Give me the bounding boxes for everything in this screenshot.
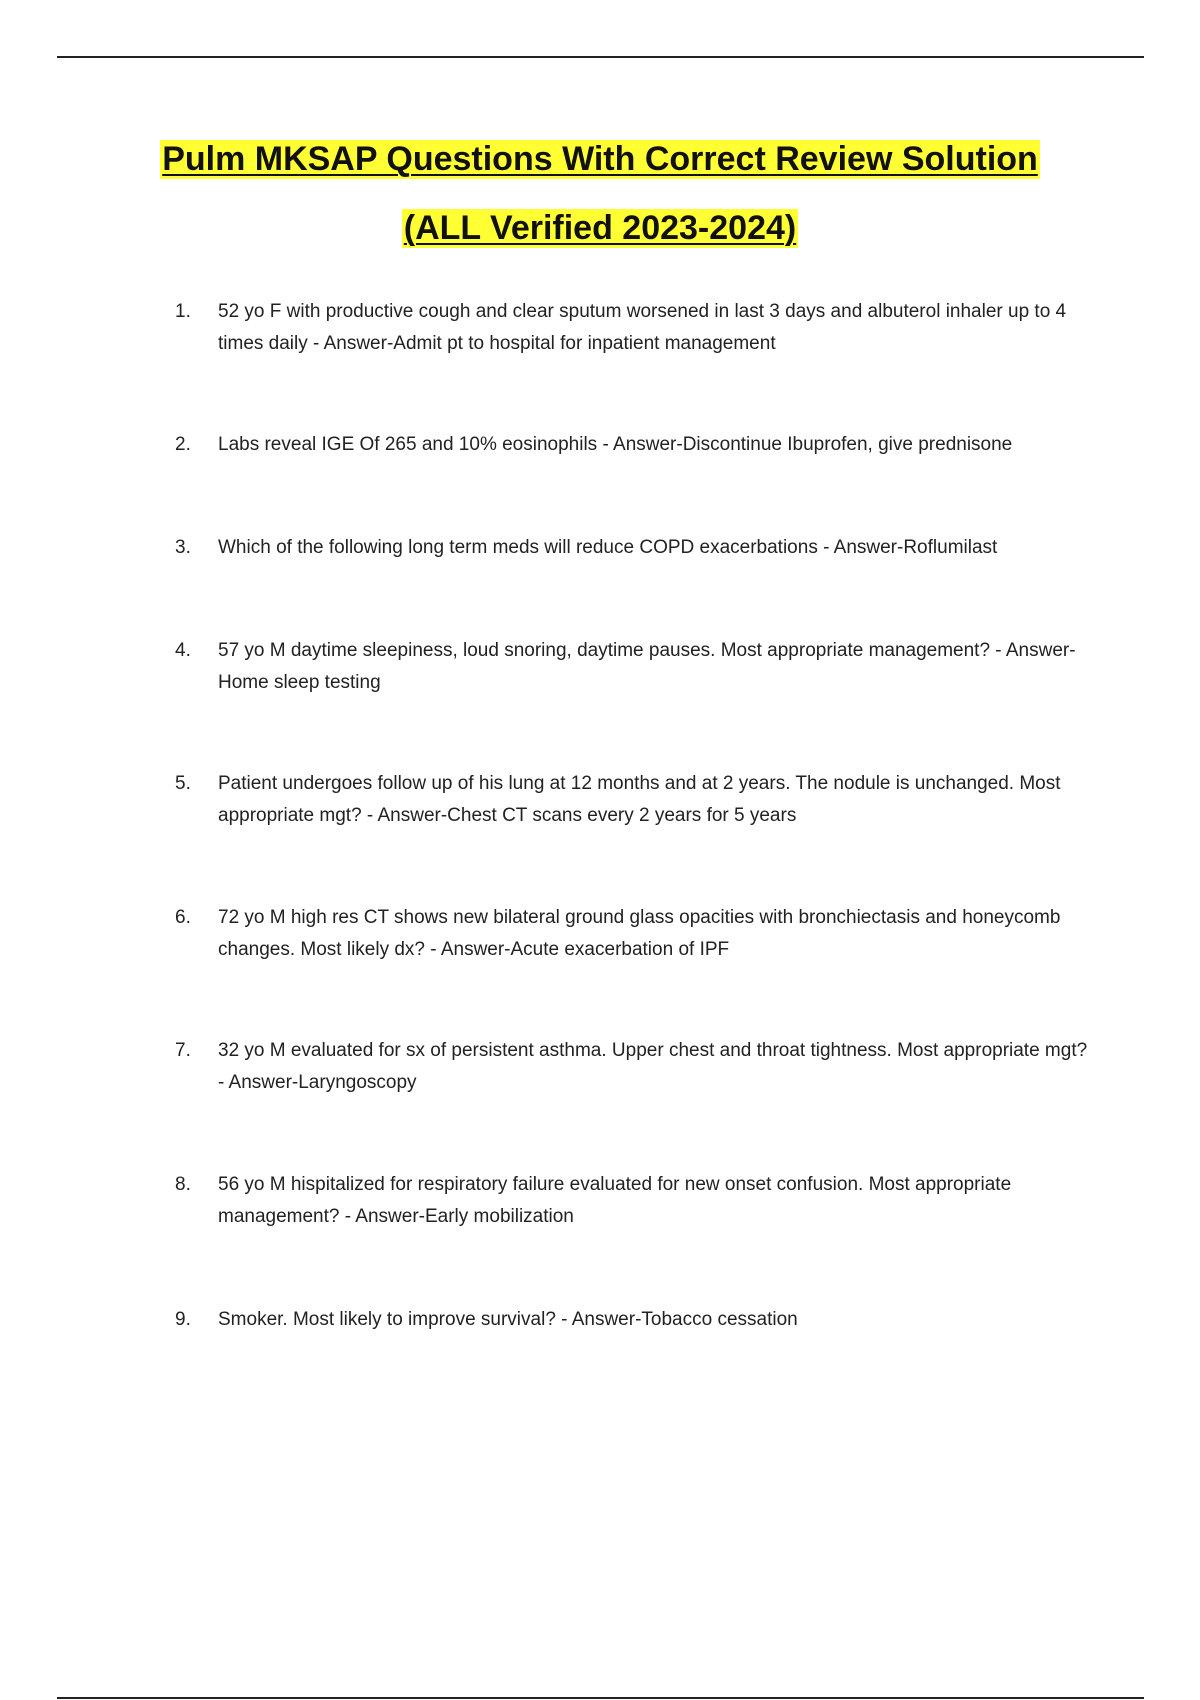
list-item (175, 429, 1095, 461)
item-text: 56 yo M hispitalized for respiratory failure evaluated for new onset confusion. Most appropriate management? - Answer-Early mobilization (218, 1174, 1012, 1227)
item-number: 5. (175, 773, 191, 794)
item-number: 9. (175, 1309, 191, 1330)
item-number: 3. (175, 537, 191, 558)
list-item (175, 902, 1095, 966)
item-text: 72 yo M high res CT shows new bilateral ground glass opacities with bronchiectasis and honeycomb changes. Most likely dx? - Answer-Acute exacerbation of IPF (218, 907, 1061, 960)
list-item (175, 532, 1095, 564)
item-text: 57 yo M daytime sleepiness, loud snoring, daytime pauses. Most appropriate management? - Answer-Home sleep testing (218, 640, 1076, 693)
item-text: Labs reveal IGE Of 265 and 10% eosinophils - Answer-Discontinue Ibuprofen, give prednisone (218, 434, 1013, 455)
list-item (175, 768, 1095, 832)
item-text: Smoker. Most likely to improve survival? - Answer-Tobacco cessation (218, 1309, 798, 1330)
list-item (175, 1304, 1095, 1336)
item-text: Patient undergoes follow up of his lung at 12 months and at 2 years. The nodule is unchanged. Most appropriate mgt? - Answer-Chest CT scans every 2 years for 5 years (218, 773, 1061, 826)
item-number: 6. (175, 907, 191, 928)
item-number: 1. (175, 301, 191, 322)
header-rule (57, 56, 1144, 58)
title-line-1: Pulm MKSAP Questions With Correct Review Solution (162, 140, 1038, 178)
item-number: 4. (175, 640, 191, 661)
list-item (175, 1035, 1095, 1099)
item-number: 7. (175, 1040, 191, 1061)
item-text: 52 yo F with productive cough and clear sputum worsened in last 3 days and albuterol inhaler up to 4 times daily - Answer-Admit pt to hospital for inpatient management (218, 301, 1067, 354)
list-item (175, 296, 1095, 360)
footer-rule (57, 1697, 1144, 1699)
list-item (175, 1169, 1095, 1233)
item-text: 32 yo M evaluated for sx of persistent asthma. Upper chest and throat tightness. Most appropriate mgt? - Answer-Laryngoscopy (218, 1040, 1088, 1093)
title-line-2: (ALL Verified 2023-2024) (403, 209, 797, 248)
list-item (175, 635, 1095, 699)
document-title (60, 140, 1140, 248)
item-text: Which of the following long term meds will reduce COPD exacerbations - Answer-Roflumilast (218, 537, 998, 558)
item-number: 2. (175, 434, 191, 455)
item-number: 8. (175, 1174, 191, 1195)
